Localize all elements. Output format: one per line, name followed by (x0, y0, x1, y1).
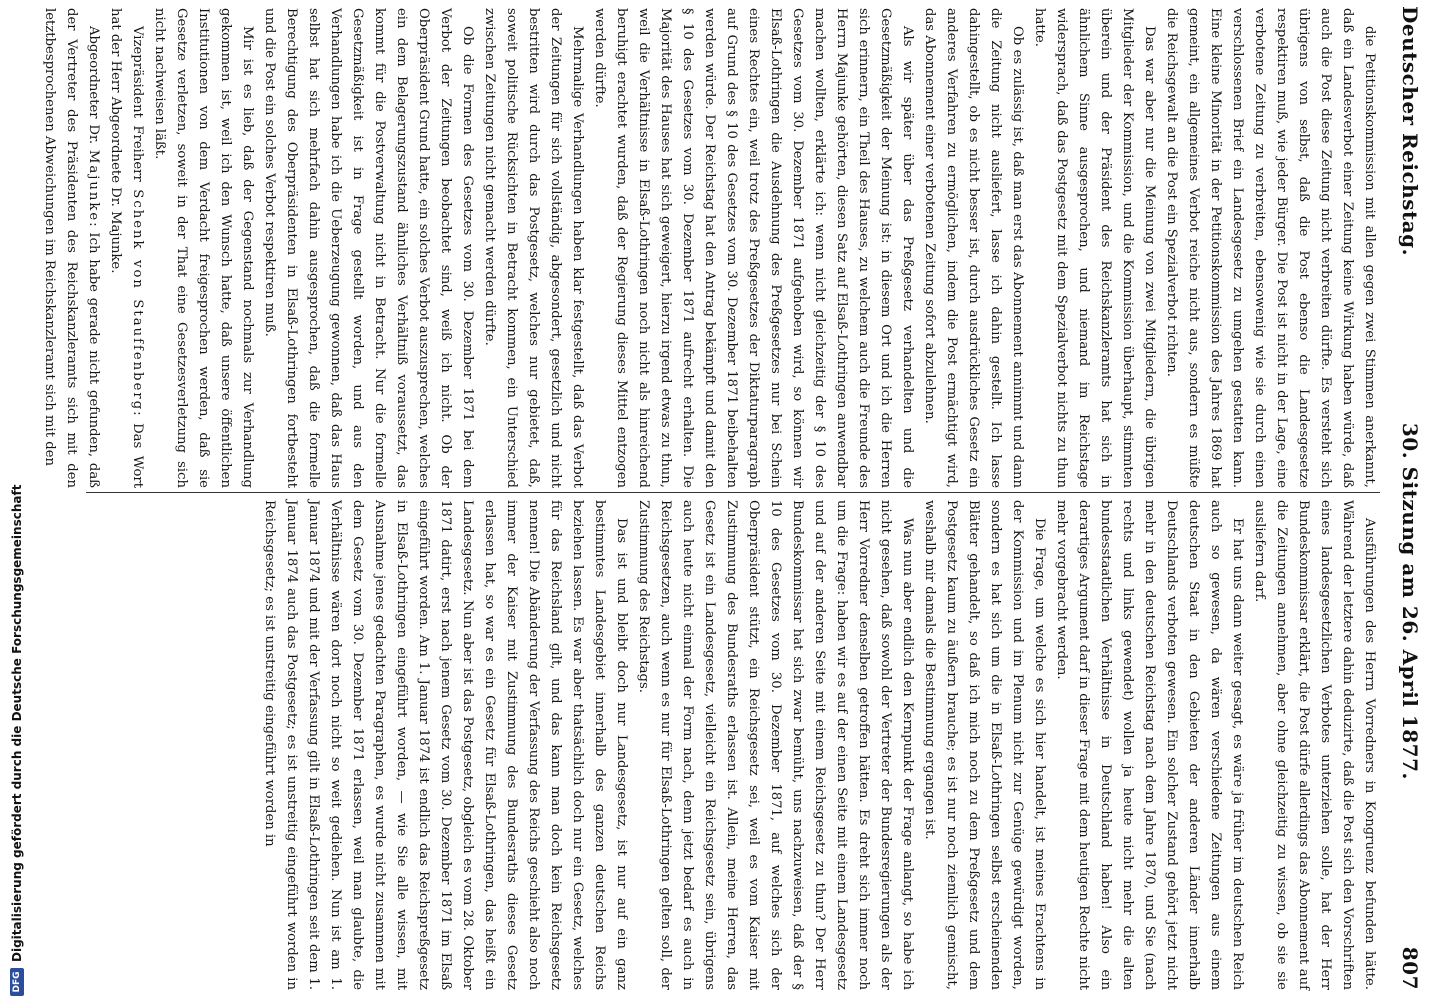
speaker-paragraph (38, 8, 104, 488)
paragraph: Die Frage, um welche es sich hier handelt, ist meines Erachtens in der Kommission und im Plenum nicht zur Genüge gewürdigt worden, sondern es hat sich um die in Elsaß-Lothringen selbst erscheinenden Blätter gehandelt, so daß ich mich noch zu dem Preßgesetz und dem Postgesetz kaum zu äußern brauche; es ist nur noch ziemlich gemischt, weshalb mir damals die Bestimmung ergangen ist. (922, 500, 1047, 990)
page-number: 807 (1398, 946, 1422, 990)
header-title: Deutscher Reichstag. (1398, 6, 1422, 257)
speaker-paragraph (104, 8, 148, 488)
speaker-text: : Das Wort hat der Herr Abgeordnete Dr. Majunke. (108, 8, 145, 488)
speaker-intro: Abgeordneter Dr. (86, 26, 101, 145)
column-divider (86, 492, 1380, 493)
text-column-lower (88, 500, 1380, 990)
paragraph: Er hat uns dann weiter gesagt, es wäre ja früher im deutschen Reich auch so gewesen, da wären verschiedene Zeitungen aus einem deutschen Staat in den Gebieten der anderen Länder innerhalb Deutschlands verboten gewesen. Ein solcher Zustand gehört jetzt nicht mehr in den deutschen Reichstag nach dem Jahre 1870, und Sie (nach rechts und links gewendet) wollen ja heute nicht mehr die alten bundesstaatlichen Verhältnisse in Deutschland haben! Also ein derartiges Argument darf in dieser Frage mit dem heutigen Rechte nicht mehr vorgebracht werden. (1054, 500, 1245, 990)
paragraph: die Petitionskommission mit allen gegen zwei Stimmen anerkannt, daß ein Landesverbot einer Zeitung keine Wirkung haben würde, daß auch die Post diese Zeitung nicht verbreiten dürfte. Es versteht sich übrigens von selbst, daß die Post ebenso die Landesgesetze respektiren muß, wie jeder Bürger. Die Post ist nicht in der Lage, eine verbotene Zeitung zu verbreiten, ebensowenig wie sie durch einen verschlossenen Brief ein Landesgesetz zu umgehen gestatten kann. Eine kleine Minorität in der Petitionskommission des Jahres 1869 hat gemeint, ein allgemeines Verbot reiche nicht aus, sondern es müßte die Reichsgewalt an die Post ein Spezialverbot richten. (1164, 8, 1377, 488)
paragraph: Mehrmalige Verhandlungen haben klar festgestellt, daß das Verbot der Zeitungen für sich vollständig, abgesondert, gesetzlich und nicht bestritten wird durch das Postgesetz, welches nur gebietet, daß, soweit politische Rücksichten in Betracht kommen, ein Unterschied zwischen Zeitungen nicht gemacht werden dürfte. (482, 8, 585, 488)
paragraph: Ob es zulässig ist, daß man erst das Abonnement annimmt und dann die Zeitung nicht ausliefert, lasse ich dahin gestellt. Ich lasse dahingestellt, ob es nicht besser ist, durch ausdrückliches Gesetz ein anderes Verfahren zu ermöglichen, indem die Post ermächtigt wird, das Abonnement einer verbotenen Zeitung sofort abzulehnen. (922, 8, 1025, 488)
paragraph: Mir ist es lieb, daß der Gegenstand nochmals zur Verhandlung gekommen ist, weil ich den Wunsch hatte, daß unsere öffentlichen Institutionen von dem Verdacht freigesprochen werden, daß sie Gesetze verletzen, soweit in der That eine Gesetzesverletzung sich nicht nachweisen läßt. (152, 8, 255, 488)
paragraph: Ausführungen des Herrn Vorredners in Kongruenz befunden hätte. Während der letztere dahin deduzirte, daß die Post sich den Vorschriften eines landesgesetzlichen Verbotes unterziehen solle, hat der Herr Bundeskommissar erklärt, die Post dürfe allerdings das Abonnement auf die Zeitungen annehmen, aber ohne gleichzeitig zu wissen, ob sie sie ausliefern darf. (1252, 500, 1377, 990)
page-header (1392, 0, 1428, 1000)
paragraph: Was nun aber endlich den Kernpunkt der Frage anlangt, so habe ich nicht gesehen, daß sowohl der Vertreter der Bundesregierungen als der Herr Vorredner denselben getroffen hätten. Es dreht sich immer noch um die Frage: haben wir es auf der einen Seite mit einem Landesgesetz und auf der anderen Seite mit einem Reichsgesetz zu thun? Der Herr Bundeskommissar hat sich zwar bemüht, uns nachzuweisen, daß der § 10 des Gesetzes vom 30. Dezember 1871, auf welches sich der Oberpräsident stützt, ein Reichsgesetz sei, weil es vom Kaiser mit Zustimmung des Bundesraths erlassen ist. Allein, meine Herren, das Gesetz ist ein Landesgesetz, vielleicht ein Reichsgesetz sein, übrigens auch heute nicht einmal der Form nach, denn jetzt bedarf es auch in Reichsgesetzen, auch wenn es nur für Elsaß-Lothringen gelten soll, der Zustimmung des Reichstags. (636, 500, 915, 990)
header-session: 30. Sitzung am 26. April 1877. (1398, 422, 1422, 780)
text-column-upper (42, 8, 1380, 488)
paragraph: Das ist und bleibt doch nur Landesgesetz, ist nur auf ein ganz bestimmtes Landesgebiet innerhalb des ganzen deutschen Reichs beziehen lassen. Es war aber thatsächlich doch nur ein Gesetz, welches für das Reichsland gilt, und das kann man doch kein Reichsgesetz nennen! Die Abänderung der Verfassung des Reichs geschieht also noch immer der Kaiser mit Zustimmung des Bundesraths dieses Gesetz erlassen hat, so war es ein Gesetz für Elsaß-Lothringen, das heißt ein Landesgesetz. Nun aber ist das Postgesetz, obgleich es vom 28. Oktober 1871 datirt, erst nach jenem Gesetz vom 30. Dezember 1871 im Elsaß eingeführt worden. Am 1. Januar 1874 ist endlich das Reichspreßgesetz in Elsaß-Lothringen eingeführt worden, — wie Sie alle wissen, mit Ausnahme jenes gedachten Paragraphen, es wurde nicht zusammen mit dem Gesetz vom 30. Dezember 1871 erlassen, weil man glaubte, die Verhältnisse wären dort noch nicht so weit gediehen. Nun ist am 1. Januar 1874 und mit der Verfassung gilt in Elsaß-Lothringen seit dem 1. Januar 1874 auch das Postgesetz; es ist unstreitig eingeführt worden in Reichsgesetz; es ist unstreitig eingeführt worden in (262, 500, 629, 990)
paragraph: Als wir später über das Preßgesetz verhandelten und die Gesetzmäßigkeit der Meinung ist: in diesem Ort und ich die Herren sich erinnern, ein Theil des Hauses, zu welchem auch die Freunde des Herrn Majunke gehörten, diesen Satz auf Elsaß-Lothringen anwendbar machen wollten, erklärte ich: wenn nicht gleichzeitig der § 10 des Gesetzes vom 30. Dezember 1871 aufgehoben wird, so können wir Elsaß-Lothringen die Ausdehnung des Preßgesetzes nur bei Schein eines Rechtes ein, weil trotz des Preßgesetzes der Diktaturparagraph auf Grund des § 10 des Gesetzes vom 30. Dezember 1871 beibehalten werden würde. Der Reichstag hat den Antrag bekämpft und damit den § 10 des Gesetzes vom 30. Dezember 1871 aufrecht erhalten. Die Majorität des Hauses hat sich geweigert, hierzu irgend etwas zu thun, weil die Verhältnisse in Elsaß-Lothringen noch nicht als hinreichend beruhigt erachtet wurden, daß der Regierung dieses Mittel entzogen werden dürfte. (592, 8, 915, 488)
dfg-logo-icon: DFG (10, 968, 24, 996)
paragraph: Ob die Formen des Gesetzes vom 30. Dezember 1871 bei dem Verbot der Zeitungen beobachtet sind, weiß ich nicht. Ob der Oberpräsident Grund hatte, ein solches Verbot auszusprechen, welches ein dem Belagerungszustand ähnliches Verhältniß voraussetzt, das kommt für die Postverwaltung nicht in Betracht. Nur die formelle Gesetzmäßigkeit ist in Frage gestellt worden, und aus den Verhandlungen habe ich die Ueberzeugung gewonnen, daß das Haus selbst hat sich mehrfach dahin ausgesprochen, daß die formelle Berechtigung des Oberpräsidenten in Elsaß-Lothringen fortbesteht und die Post ein solches Verbot respektiren muß. (262, 8, 475, 488)
speaker-name: Schenk von Stauffenberg (130, 189, 145, 412)
speaker-text: : Ich habe gerade nicht gefunden, daß der Vertreter des Präsidenten des Reichskanzleramts sich mit den letztbesprochenen Abweichungen im Reichskanzleramt sich mit den (42, 8, 101, 488)
speaker-intro: Vizepräsident Freiherr (130, 26, 145, 182)
speaker-name: Majunke (86, 149, 101, 223)
page-footer (4, 0, 30, 1000)
paragraph: Das war aber nur die Meinung von zwei Mitgliedern, die übrigen Mitglieder der Kommission, und die Kommission überhaupt, stimmten überein und der Präsident des Reichskanzleramts hat sich in ähnlichem Sinne ausgesprochen, und niemand im Reichstage widersprach, daß das Postgesetz mit dem Spezialverbot nichts zu thun hatte. (1032, 8, 1157, 488)
footer-credit: Digitalisierung gefördert durch die Deutsche Forschungsgemeinschaft (10, 484, 24, 962)
